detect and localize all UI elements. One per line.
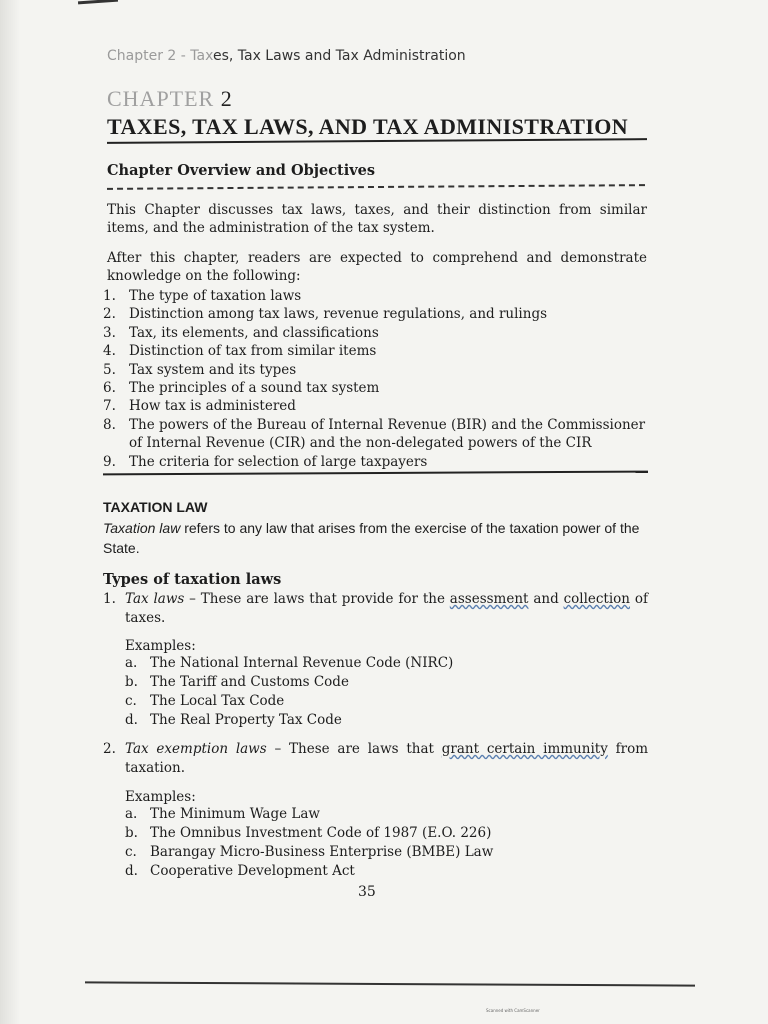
chapter-title: TAXES, TAX LAWS, AND TAX ADMINISTRATION: [107, 114, 629, 139]
list-item: 5. Tax system and its types: [103, 361, 297, 378]
list-item: a. The Minimum Wage Law: [125, 806, 320, 822]
immunity-underlined: grant certain immunity: [441, 741, 608, 757]
list-item: c. Barangay Micro-Business Enterprise (BMBE) Law: [125, 844, 494, 860]
tax-laws-item: 1. Tax laws – These are laws that provide for the assessment and collection of taxes.: [103, 591, 648, 626]
examples-label: Examples:: [125, 638, 196, 654]
overview-title: Chapter Overview and Objectives: [107, 162, 376, 179]
list-item: d. Cooperative Development Act: [125, 863, 355, 879]
chapter-label: [107, 86, 233, 112]
overview-end-rule: [103, 471, 648, 476]
page-number: 35: [358, 884, 376, 900]
list-item: d. The Real Property Tax Code: [125, 712, 342, 728]
tax-exemption-laws-term: Tax exemption laws: [125, 741, 267, 757]
types-heading: Types of taxation laws: [103, 571, 282, 588]
tax-laws-examples: [125, 654, 453, 730]
scan-edge-mark: [78, 0, 118, 4]
tax-laws-term: Tax laws: [125, 591, 185, 607]
running-head-text: es, Tax Laws and Tax Administration: [212, 48, 466, 64]
chapter-label-word: CHAPTER: [107, 86, 215, 111]
running-head: [107, 48, 466, 64]
list-item: 1. The type of taxation laws: [103, 288, 302, 304]
collection-underlined: collection: [563, 591, 631, 607]
list-item: 6. The principles of a sound tax system: [103, 380, 380, 397]
scanner-watermark: Scanned with CamScanner: [486, 1008, 540, 1013]
chapter-number: 2: [220, 86, 233, 111]
taxation-law-text: refers to any law that arises from the exercise of the taxation power of the State.: [103, 520, 640, 556]
tax-exemption-laws-item: 2. Tax exemption laws – These are laws that grant certain immunity from taxation.: [103, 741, 649, 776]
list-item: b. The Omnibus Investment Code of 1987 (E.O. 226): [125, 825, 492, 841]
list-item: 7. How tax is administered: [103, 398, 296, 415]
list-item: 4. Distinction of tax from similar items: [103, 343, 377, 360]
page-edge-shadow: [0, 0, 20, 1024]
list-item: 8. The powers of the Bureau of Internal Revenue (BIR) and the Commissioner of Internal Revenue (CIR) and the non-delegated powers of the CIR: [103, 416, 646, 452]
list-item: b. The Tariff and Customs Code: [125, 674, 349, 690]
overview-intro: This Chapter discusses tax laws, taxes, and their distinction from similar items, and the administration of the tax system.: [107, 202, 647, 236]
list-item: 3. Tax, its elements, and classifications: [103, 324, 379, 341]
examples-label: Examples:: [125, 789, 196, 805]
list-item: c. The Local Tax Code: [125, 693, 285, 709]
page-bottom-edge: [85, 981, 695, 986]
objectives-list: [103, 287, 648, 471]
running-head-faded: Chapter 2 - Tax: [107, 48, 213, 64]
list-item: a. The National Internal Revenue Code (NIRC): [125, 655, 454, 671]
taxation-law-term: Taxation law: [103, 520, 181, 536]
taxation-law-definition: [103, 518, 648, 558]
list-item: 9. The criteria for selection of large taxpayers: [103, 453, 428, 470]
taxation-law-heading: TAXATION LAW: [103, 499, 208, 515]
overview-dashed-rule: [107, 184, 645, 190]
overview-lead: After this chapter, readers are expected to comprehend and demonstrate knowledge on the following:: [107, 250, 647, 284]
list-item: 2. Distinction among tax laws, revenue regulations, and rulings: [103, 306, 548, 323]
assessment-underlined: assessment: [449, 591, 529, 607]
tax-exemption-examples: [125, 805, 493, 881]
